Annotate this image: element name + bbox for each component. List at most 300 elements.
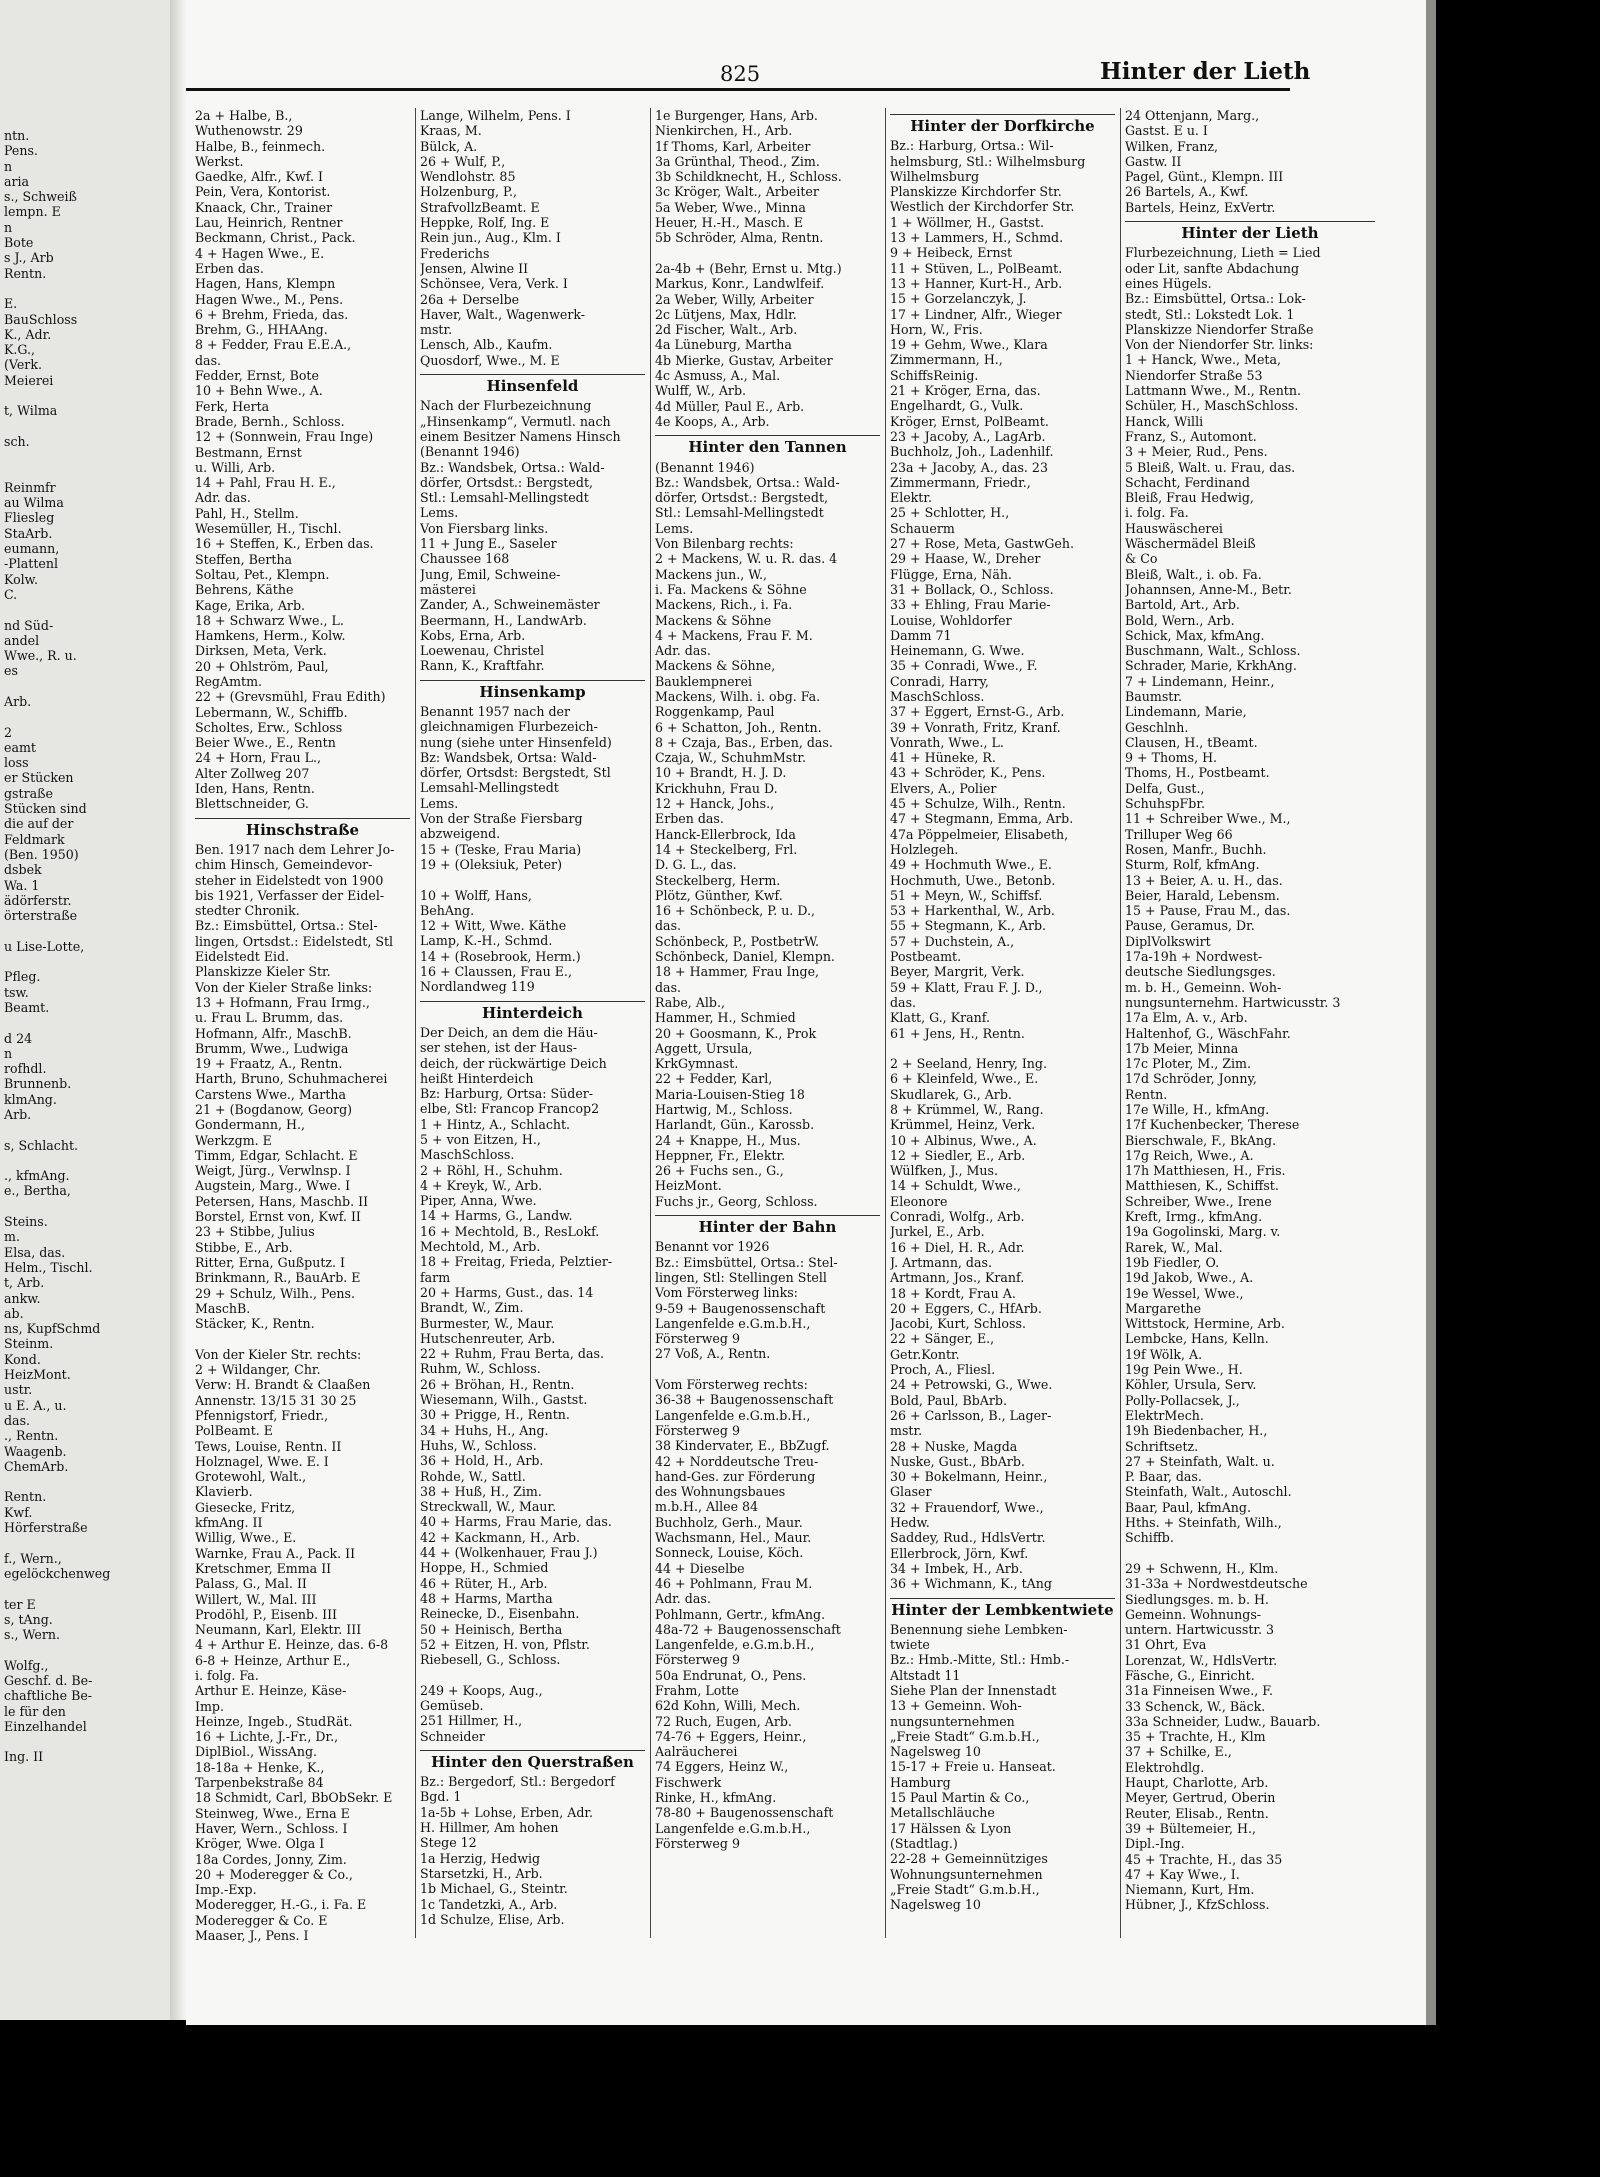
directory-entry: Benannt 1957 nach der <box>420 703 570 719</box>
directory-entry: Wachsmann, Hel., Maur. <box>655 1530 812 1546</box>
street-heading: Hinter den Querstraßen <box>420 1750 645 1770</box>
directory-entry: SchuhspFbr. <box>1125 796 1205 812</box>
directory-entry: Haver, Wern., Schloss. I <box>195 1820 348 1836</box>
directory-column-1 <box>195 108 410 1943</box>
directory-entry: Schüler, H., MaschSchloss. <box>1125 398 1299 414</box>
directory-entry: Engelhardt, G., Vulk. <box>890 398 1024 414</box>
directory-entry: Holzenburg, P., <box>420 184 517 200</box>
directory-entry: 29 + Schulz, Wilh., Pens. <box>195 1285 355 1301</box>
directory-column-5 <box>1125 108 1375 1913</box>
directory-entry: 39 + Bültemeier, H., <box>1125 1820 1256 1836</box>
left-page-line: dsbek <box>4 862 42 878</box>
directory-entry: Altstadt 11 <box>890 1667 961 1683</box>
left-page-line: Kolw. <box>4 571 38 587</box>
directory-entry: Bgd. 1 <box>420 1789 462 1805</box>
directory-entry: Bz.: Eimsbüttel, Ortsa.: Lok- <box>1125 291 1306 307</box>
directory-entry: Wilhelmsburg <box>890 168 980 184</box>
left-page-line: chaftliche Be- <box>4 1688 93 1704</box>
directory-entry: 45 + Schulze, Wilh., Rentn. <box>890 796 1066 812</box>
directory-entry: Nach der Flurbezeichnung <box>420 398 592 414</box>
directory-entry: Lorenzat, W., HdlsVertr. <box>1125 1652 1278 1668</box>
directory-entry: Von der Kieler Straße links: <box>195 979 373 995</box>
directory-entry: Hamkens, Herm., Kolw. <box>195 628 346 644</box>
directory-entry <box>655 1362 880 1377</box>
header-rule <box>186 88 1290 91</box>
left-page-line: andel <box>4 632 40 648</box>
directory-entry: Rentn. <box>1125 1086 1168 1102</box>
directory-entry: 24 + Knappe, H., Mus. <box>655 1132 801 1148</box>
directory-entry: kfmAng. II <box>195 1515 263 1531</box>
directory-entry: 12 + (Sonnwein, Frau Inge) <box>195 429 374 445</box>
directory-entry: Wohnungsunternehmen <box>890 1866 1043 1882</box>
directory-entry: Holzlegeh. <box>890 841 959 857</box>
directory-entry: 4d Müller, Paul E., Arb. <box>655 398 805 414</box>
directory-entry: 59 + Klatt, Frau F. J. D., <box>890 979 1043 995</box>
left-page-line: ntn. <box>4 128 30 143</box>
directory-entry: Geschlnh. <box>1125 719 1189 735</box>
directory-entry: Kreft, Irmg., kfmAng. <box>1125 1209 1263 1225</box>
directory-entry: Carstens Wwe., Martha <box>195 1086 347 1102</box>
street-heading: Hinterdeich <box>420 1001 645 1021</box>
directory-entry: 6 + Kleinfeld, Wwe., E. <box>890 1071 1039 1087</box>
directory-entry: steher in Eidelstedt von 1900 <box>195 872 384 888</box>
directory-entry: 2 + Seeland, Henry, Ing. <box>890 1056 1047 1072</box>
directory-entry: heißt Hinterdeich <box>420 1070 534 1086</box>
directory-entry: Gastw. II <box>1125 153 1182 169</box>
directory-entry: Damm 71 <box>890 627 952 643</box>
directory-entry: m. b. H., Gemeinn. Woh- <box>1125 979 1282 995</box>
directory-entry: 36-38 + Baugenossenschaft <box>655 1392 834 1408</box>
directory-entry: Pause, Geramus, Dr. <box>1125 918 1255 934</box>
directory-entry: 11 + Schreiber Wwe., M., <box>1125 811 1291 827</box>
directory-entry: 37 + Eggert, Ernst-G., Arb. <box>890 704 1065 720</box>
directory-entry: Brandt, W., Zim. <box>420 1300 524 1316</box>
directory-entry: Neumann, Karl, Elektr. III <box>195 1622 362 1638</box>
directory-entry: Klatt, G., Kranf. <box>890 1010 990 1026</box>
directory-entry: Lems. <box>655 520 694 536</box>
column-divider <box>885 108 886 1938</box>
directory-entry: Schreiber, Wwe., Irene <box>1125 1193 1272 1209</box>
left-page-line: es <box>4 663 18 679</box>
left-page-line: n <box>4 158 13 174</box>
left-page-line: tsw. <box>4 984 29 1000</box>
left-page-line <box>4 1535 110 1550</box>
directory-entry: Matthiesen, K., Schiffst. <box>1125 1178 1279 1194</box>
directory-entry: 31a Finneisen Wwe., F. <box>1125 1683 1274 1699</box>
directory-entry: Polly-Pollacsek, J., <box>1125 1392 1240 1408</box>
directory-entry: Kröger, Wwe. Olga I <box>195 1836 325 1852</box>
directory-entry: Beckmann, Christ., Pack. <box>195 230 356 246</box>
directory-entry: Benannt vor 1926 <box>655 1239 770 1255</box>
left-page-line: rofhdl. <box>4 1061 47 1077</box>
left-page-line: Wwe., R. u. <box>4 648 77 664</box>
directory-entry: 4c Asmuss, A., Mal. <box>655 368 781 384</box>
directory-entry: Bz.: Eimsbüttel, Ortsa.: Stel- <box>655 1254 838 1270</box>
directory-entry: Imp. <box>195 1698 224 1714</box>
directory-entry: Westlich der Kirchdorfer Str. <box>890 199 1075 215</box>
directory-entry: Kobs, Erna, Arb. <box>420 627 526 643</box>
directory-entry: 17f Kuchenbecker, Therese <box>1125 1117 1300 1133</box>
left-page-line: (Verk. <box>4 357 42 373</box>
left-page-line: K., Adr. <box>4 326 52 342</box>
directory-entry: Streckwall, W., Maur. <box>420 1499 557 1515</box>
directory-entry: 14 + Schuldt, Wwe., <box>890 1178 1021 1194</box>
directory-entry: Langenfelde e.G.m.b.H., <box>655 1315 811 1331</box>
directory-entry: 42 + Kackmann, H., Arb. <box>420 1529 581 1545</box>
directory-entry: Lems. <box>420 795 459 811</box>
directory-entry: 4 + Arthur E. Heinze, das. 6-8 <box>195 1637 389 1653</box>
directory-entry: Schneider <box>420 1728 485 1744</box>
directory-entry: Rabe, Alb., <box>655 994 725 1010</box>
directory-entry: PolBeamt. E <box>195 1423 273 1439</box>
directory-entry: Pagel, Günt., Klempn. III <box>1125 169 1284 185</box>
directory-entry: Tews, Louise, Rentn. II <box>195 1438 342 1454</box>
directory-entry: Skudlarek, G., Arb. <box>890 1086 1012 1102</box>
directory-entry <box>420 1667 645 1682</box>
directory-entry: 53 + Harkenthal, W., Arb. <box>890 903 1055 919</box>
directory-entry: 12 + Hanck, Johs., <box>655 796 775 812</box>
directory-entry: Flurbezeichnung, Lieth = Lied <box>1125 245 1321 261</box>
directory-entry: 18-18a + Henke, K., <box>195 1759 325 1775</box>
directory-entry: Dipl.-Ing. <box>1125 1836 1185 1852</box>
directory-entry: 13 + Lammers, H., Schmd. <box>890 230 1064 246</box>
left-page-line: f., Wern., <box>4 1550 62 1566</box>
directory-entry: Arthur E. Heinze, Käse- <box>195 1683 347 1699</box>
directory-entry: Borstel, Ernst von, Kwf. II <box>195 1209 361 1225</box>
directory-entry: Haltenhof, G., WäschFahr. <box>1125 1025 1291 1041</box>
directory-entry: chim Hinsch, Gemeindevor- <box>195 857 373 873</box>
directory-entry: mästerei <box>420 581 476 597</box>
directory-entry: Loewenau, Christel <box>420 643 545 659</box>
directory-entry: Wittstock, Hermine, Arb. <box>1125 1316 1285 1332</box>
directory-entry: Maaser, J., Pens. I <box>195 1928 309 1944</box>
left-page-line: ter E <box>4 1596 36 1612</box>
directory-entry: Rarek, W., Mal. <box>1125 1239 1223 1255</box>
book-gutter <box>170 0 186 2020</box>
directory-entry: Louise, Wohldorfer <box>890 612 1012 628</box>
directory-entry: 4 + Mackens, Frau F. M. <box>655 627 813 643</box>
left-page-line: n <box>4 219 13 235</box>
directory-entry: Langenfelde e.G.m.b.H., <box>655 1407 811 1423</box>
directory-entry: 27 + Rose, Meta, GastwGeh. <box>890 536 1074 552</box>
left-page-line: Arb. <box>4 1107 32 1122</box>
directory-entry: Schick, Max, kfmAng. <box>1125 627 1265 643</box>
directory-entry: Hanck, Willi <box>1125 413 1204 429</box>
directory-entry: Iden, Hans, Rentn. <box>195 781 315 797</box>
directory-entry: gleichnamigen Flurbezeich- <box>420 719 598 735</box>
left-page-line: Feldmark <box>4 831 65 847</box>
directory-entry: Scholtes, Erw., Schloss <box>195 719 343 735</box>
left-page-line: Wa. 1 <box>4 877 40 893</box>
directory-entry: u. Frau L. Brumm, das. <box>195 1010 344 1026</box>
directory-entry: Bz: Harburg, Ortsa: Süder- <box>420 1086 594 1102</box>
directory-entry: Wesemüller, H., Tischl. <box>195 521 342 537</box>
street-heading: Hinter der Lieth <box>1125 221 1375 241</box>
directory-entry: 5 + von Eitzen, H., <box>420 1132 541 1147</box>
directory-entry: Adr. das. <box>195 490 251 506</box>
left-page-line: s, tAng. <box>4 1611 53 1627</box>
directory-entry: Lems. <box>420 505 459 521</box>
directory-entry: 51 + Meyn, W., Schiffsf. <box>890 887 1043 903</box>
directory-entry: Hammer, H., Schmied <box>655 1010 796 1026</box>
directory-entry: Pohlmann, Gertr., kfmAng. <box>655 1606 826 1622</box>
left-page-line: u Lise-Lotte, <box>4 938 85 954</box>
directory-entry: Mechtold, M., Arb. <box>420 1239 541 1255</box>
directory-entry: Steinfath, Walt., Autoschl. <box>1125 1484 1292 1500</box>
directory-entry: 48a-72 + Baugenossenschaft <box>655 1621 841 1637</box>
directory-entry: 6-8 + Heinze, Arthur E., <box>195 1652 351 1668</box>
directory-entry: 3a Grünthal, Theod., Zim. <box>655 153 820 169</box>
directory-entry: Lattmann Wwe., M., Rentn. <box>1125 383 1301 399</box>
directory-entry: 11 + Jung E., Saseler <box>420 536 557 552</box>
directory-entry: 20 + Eggers, C., HfArb. <box>890 1300 1042 1316</box>
directory-entry: Palass, G., Mal. II <box>195 1576 307 1592</box>
left-page-line: ankw. <box>4 1290 41 1306</box>
directory-entry: Wiesemann, Wilh., Gastst. <box>420 1392 588 1408</box>
directory-entry: Reinecke, D., Eisenbahn. <box>420 1606 580 1622</box>
directory-entry: 24 + Petrowski, G., Wwe. <box>890 1377 1053 1393</box>
directory-entry: Erben das. <box>655 811 724 827</box>
directory-entry: Flügge, Erna, Näh. <box>890 566 1012 582</box>
directory-entry: elbe, Stl: Francop Francop2 <box>420 1101 600 1117</box>
directory-entry: 52 + Eitzen, H. von, Pflstr. <box>420 1636 590 1652</box>
directory-entry: Jurkel, E., Arb. <box>890 1224 985 1240</box>
directory-entry: 14 + Steckelberg, Frl. <box>655 841 798 857</box>
directory-entry: Siedlungsges. m. b. H. <box>1125 1591 1269 1607</box>
directory-entry: 20 + Ohlström, Paul, <box>195 658 329 674</box>
directory-entry: MaschB. <box>195 1300 251 1316</box>
directory-entry: 26 Bartels, A., Kwf. <box>1125 184 1249 200</box>
directory-entry: Hartwig, M., Schloss. <box>655 1102 793 1117</box>
directory-entry: Wilken, Franz, <box>1125 138 1218 154</box>
directory-entry: 44 + Dieselbe <box>655 1560 745 1576</box>
directory-entry: Thoms, H., Postbeamt. <box>1125 765 1270 781</box>
directory-entry: Fedder, Ernst, Bote <box>195 368 319 384</box>
street-heading: Hinter der Lembkentwiete <box>890 1598 1115 1618</box>
directory-entry: mstr. <box>890 1423 923 1439</box>
directory-entry: 23a + Jacoby, A., das. 23 <box>890 459 1048 475</box>
left-page-line: e., Bertha, <box>4 1183 71 1199</box>
street-heading: Hinsenkamp <box>420 680 645 700</box>
directory-entry: Blettschneider, G. <box>195 796 309 812</box>
left-page-line: Kond. <box>4 1351 41 1367</box>
directory-entry: 47a Pöppelmeier, Elisabeth, <box>890 826 1069 842</box>
directory-entry: 10 + Albinus, Wwe., A. <box>890 1132 1037 1148</box>
directory-entry: oder Lit, sanfte Abdachung <box>1125 260 1300 276</box>
directory-entry: Piper, Anna, Wwe. <box>420 1193 537 1209</box>
directory-entry: 30 + Bokelmann, Heinr., <box>890 1469 1048 1485</box>
left-page-line: Elsa, das. <box>4 1244 66 1260</box>
directory-entry: 17e Wille, H., kfmAng. <box>1125 1102 1270 1117</box>
directory-entry: ser stehen, ist der Haus- <box>420 1040 578 1056</box>
directory-entry: Buchholz, Gerh., Maur. <box>655 1514 803 1530</box>
directory-entry: Bz.: Bergedorf, Stl.: Bergedorf <box>420 1774 615 1790</box>
directory-entry: 23 + Jacoby, A., LagArb. <box>890 428 1046 444</box>
directory-entry: Lindemann, Marie, <box>1125 704 1247 720</box>
directory-entry: Hutschenreuter, Arb. <box>420 1330 556 1346</box>
directory-entry: Harlandt, Gün., Karossb. <box>655 1117 815 1133</box>
directory-entry: 78-80 + Baugenossenschaft <box>655 1805 834 1821</box>
directory-entry: 17a Elm, A. v., Arb. <box>1125 1010 1248 1026</box>
directory-entry: HeizMont. <box>655 1178 722 1194</box>
directory-entry: 28 + Nuske, Magda <box>890 1438 1018 1454</box>
directory-entry: 16 + Mechtold, B., ResLokf. <box>420 1223 600 1239</box>
left-page-line <box>4 1581 110 1596</box>
directory-entry: des Wohnungsbaues <box>655 1484 786 1500</box>
directory-entry: 25 + Schlotter, H., <box>890 505 1010 521</box>
directory-entry: Pahl, H., Stellm. <box>195 505 299 521</box>
directory-entry: 10 + Behn Wwe., A. <box>195 383 323 399</box>
directory-entry: 21 + Kröger, Erna, das. <box>890 383 1041 399</box>
directory-entry: Bauklempnerei <box>655 673 753 689</box>
directory-entry: 34 + Imbek, H., Arb. <box>890 1560 1023 1576</box>
directory-entry: Nagelsweg 10 <box>890 1897 981 1913</box>
directory-entry: Weigt, Jürg., Verwlnsp. I <box>195 1163 351 1179</box>
directory-entry: 2a-4b + (Behr, Ernst u. Mtg.) <box>655 260 842 276</box>
directory-entry: 18 + Freitag, Frieda, Pelztier- <box>420 1254 613 1270</box>
directory-entry: 17d Schröder, Jonny, <box>1125 1071 1257 1087</box>
left-page-line <box>4 449 110 464</box>
directory-entry: Buschmann, Walt., Schloss. <box>1125 643 1301 659</box>
left-page-line <box>4 1122 110 1137</box>
directory-entry <box>655 246 880 261</box>
directory-entry: „Freie Stadt“ G.m.b.H., <box>890 1881 1040 1897</box>
left-page-line: ., kfmAng. <box>4 1168 70 1184</box>
directory-entry: 22 + Fedder, Karl, <box>655 1071 773 1087</box>
directory-entry: Försterweg 9 <box>655 1835 740 1851</box>
directory-entry: Wäschermädel Bleiß <box>1125 536 1256 552</box>
directory-entry: 15 + (Teske, Frau Maria) <box>420 841 582 857</box>
left-page-line: Fliesleg <box>4 510 55 526</box>
directory-entry: Timm, Edgar, Schlacht. E <box>195 1147 358 1163</box>
directory-entry: stedt, Stl.: Lokstedt Lok. 1 <box>1125 306 1295 322</box>
left-page-line: Rentn. <box>4 1489 47 1505</box>
left-page-line: Bote <box>4 235 34 251</box>
directory-entry: 27 + Steinfath, Walt. u. <box>1125 1453 1275 1469</box>
directory-entry: 33 Schenck, W., Bäck. <box>1125 1698 1266 1714</box>
directory-entry: Von Fiersbarg links. <box>420 520 549 536</box>
directory-entry: Knaack, Chr., Trainer <box>195 199 333 215</box>
directory-entry: Zimmermann, H., <box>890 352 1003 368</box>
directory-entry: Vom Försterweg links: <box>655 1285 798 1301</box>
directory-entry: 19 + Fraatz, A., Rentn. <box>195 1056 343 1072</box>
directory-entry: 9 + Thoms, H. <box>1125 750 1218 766</box>
directory-entry: nung (siehe unter Hinsenfeld) <box>420 734 612 750</box>
directory-entry: 74-76 + Eggers, Heinr., <box>655 1728 807 1744</box>
directory-entry: Mackens & Söhne, <box>655 658 776 674</box>
directory-entry: Eidelstedt Eid. <box>195 949 290 965</box>
directory-entry: 46 + Pohlmann, Frau M. <box>655 1575 813 1591</box>
left-page-line: Steinm. <box>4 1336 54 1352</box>
left-page-line: sch. <box>4 433 30 449</box>
directory-entry: 20 + Moderegger & Co., <box>195 1866 353 1882</box>
directory-entry: 4 + Kreyk, W., Arb. <box>420 1177 543 1193</box>
directory-entry: Werkzgm. E <box>195 1132 272 1148</box>
directory-entry: dörfer, Ortsdst: Bergstedt, Stl <box>420 765 611 781</box>
directory-entry: Clausen, H., tBeamt. <box>1125 734 1258 750</box>
directory-entry: Saddey, Rud., HdlsVertr. <box>890 1530 1046 1546</box>
directory-entry: Köhler, Ursula, Serv. <box>1125 1377 1257 1393</box>
left-page-line <box>4 1199 110 1214</box>
directory-entry: Bz: Wandsbek, Ortsa: Wald- <box>420 749 597 765</box>
directory-entry: 72 Ruch, Eugen, Arb. <box>655 1713 792 1729</box>
directory-entry: Wülfken, J., Mus. <box>890 1163 998 1179</box>
directory-entry: Bestmann, Ernst <box>195 444 302 460</box>
directory-entry: Zimmermann, Friedr., <box>890 474 1031 490</box>
directory-entry: Hübner, J., KfzSchloss. <box>1125 1897 1270 1913</box>
directory-entry: 41 + Hüneke, R. <box>890 750 996 766</box>
directory-entry: 15 + Pause, Frau M., das. <box>1125 903 1291 919</box>
directory-entry: Beier, Harald, Lebensm. <box>1125 887 1280 903</box>
directory-entry: Czaja, W., SchuhmMstr. <box>655 750 806 766</box>
directory-entry: Kretschmer, Emma II <box>195 1560 332 1576</box>
left-page-line: Ing. II <box>4 1749 44 1765</box>
directory-entry: 15 Paul Martin & Co., <box>890 1790 1030 1806</box>
directory-entry: Hanck-Ellerbrock, Ida <box>655 826 796 842</box>
directory-entry: Försterweg 9 <box>655 1422 740 1438</box>
directory-entry: Von der Straße Fiersbarg <box>420 811 583 827</box>
directory-entry: Hoppe, H., Schmied <box>420 1560 549 1576</box>
directory-entry: „Freie Stadt“ G.m.b.H., <box>890 1728 1040 1744</box>
left-page-line: egelöckchenweg <box>4 1565 111 1581</box>
directory-entry: Moderegger & Co. E <box>195 1912 328 1928</box>
directory-entry: Nienkirchen, H., Arb. <box>655 123 793 139</box>
directory-entry: 15-17 + Freie u. Hanseat. <box>890 1759 1056 1775</box>
directory-entry: Rein jun., Aug., Klm. I <box>420 230 561 246</box>
left-page-line: Stücken sind <box>4 801 87 817</box>
directory-entry: Bierschwale, F., BkAng. <box>1125 1132 1277 1148</box>
directory-entry: Alter Zollweg 207 <box>195 765 310 781</box>
directory-entry: Kraas, M. <box>420 123 482 139</box>
left-page-line <box>4 1642 110 1657</box>
directory-entry: Schiffb. <box>1125 1530 1174 1546</box>
left-page-line: StaArb. <box>4 525 53 541</box>
directory-entry: Maria-Louisen-Stieg 18 <box>655 1086 805 1102</box>
directory-entry: 1f Thoms, Karl, Arbeiter <box>655 138 811 154</box>
street-heading: Hinschstraße <box>195 818 410 838</box>
directory-entry: Erben das. <box>195 260 264 276</box>
directory-entry: 33 + Ehling, Frau Marie- <box>890 597 1051 613</box>
directory-entry: D. G. L., das. <box>655 857 737 873</box>
directory-entry: 10 + Wolff, Hans, <box>420 887 532 903</box>
directory-entry: 47 + Stegmann, Emma, Arb. <box>890 811 1074 827</box>
directory-entry: Hauswäscherei <box>1125 520 1223 536</box>
directory-entry: Postbeamt. <box>890 949 962 965</box>
directory-entry: dörfer, Ortsdst.: Bergstedt, <box>655 490 829 506</box>
directory-entry: 27 Voß, A., Rentn. <box>655 1346 771 1362</box>
directory-entry: Planskizze Niendorfer Straße <box>1125 321 1314 337</box>
street-heading: Hinsenfeld <box>420 374 645 394</box>
directory-entry: BehAng. <box>420 902 475 918</box>
left-page-line: -Plattenl <box>4 556 58 572</box>
directory-entry: Aalräucherei <box>655 1744 738 1760</box>
directory-entry: nungsunternehm. Hartwicusstr. 3 <box>1125 994 1341 1010</box>
directory-entry: 1 + Hanck, Wwe., Meta, <box>1125 352 1281 368</box>
directory-entry: Franz, S., Automont. <box>1125 428 1257 444</box>
directory-entry: Hochmuth, Uwe., Betonb. <box>890 872 1056 888</box>
directory-entry: Nuske, Gust., BbArb. <box>890 1453 1025 1469</box>
directory-entry: Fäsche, G., Einricht. <box>1125 1667 1255 1683</box>
directory-entry: Jensen, Alwine II <box>420 260 529 276</box>
directory-entry: 9-59 + Baugenossenschaft <box>655 1300 826 1316</box>
directory-entry: Zander, A., Schweinemäster <box>420 597 600 613</box>
left-page-line: n <box>4 1045 13 1061</box>
directory-entry: nungsunternehmen <box>890 1713 1015 1729</box>
directory-entry: 30 + Prigge, H., Rentn. <box>420 1407 570 1423</box>
directory-entry: Hagen Wwe., M., Pens. <box>195 291 344 307</box>
directory-entry: Gemeinn. Wohnungs- <box>1125 1606 1262 1622</box>
directory-entry: 36 + Hold, H., Arb. <box>420 1453 544 1469</box>
